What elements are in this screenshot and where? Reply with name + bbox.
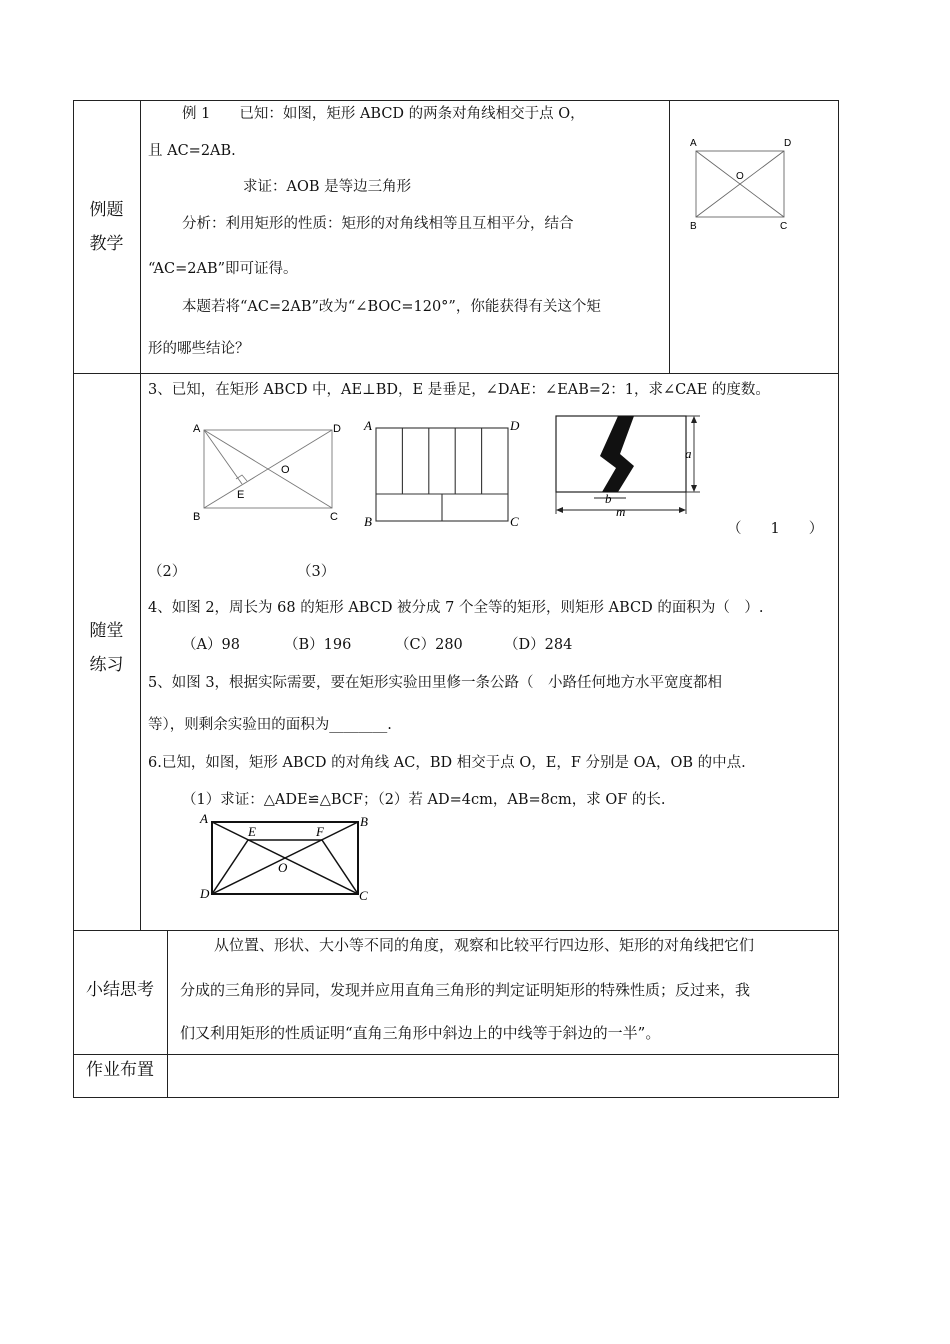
fig4-label-b: B <box>360 814 368 829</box>
fig4-label-f: F <box>316 824 324 839</box>
fig-ex-label-o: O <box>736 171 744 182</box>
fig1-label-o: O <box>281 464 290 476</box>
fig3-label-a: a <box>685 446 692 461</box>
example-label-line1: 例题 <box>89 200 124 220</box>
example-line-2: 且 AC=2AB. <box>148 143 236 159</box>
fig1-label-d: D <box>333 423 341 435</box>
example-line-4: 分析：利用矩形的性质：矩形的对角线相等且互相平分，结合 <box>182 216 574 232</box>
homework-label: 作业布置 <box>86 1060 154 1080</box>
fig-ex-label-d: D <box>784 138 792 149</box>
fig3-label-b: b <box>605 491 612 506</box>
q4-option-d: （D）284 <box>504 637 573 653</box>
question-4: 4、如图 2，周长为 68 的矩形 ABCD 被分成 7 个全等的矩形，则矩形 ABCD 的面积为（ ）. <box>148 600 764 616</box>
practice-label-line1: 随堂 <box>89 621 124 641</box>
fig2-label-a: A <box>364 418 372 433</box>
fig2-label-b: B <box>364 514 372 529</box>
example-rectangle-figure <box>684 132 804 232</box>
homework-content-cell[interactable] <box>169 1056 837 1096</box>
q5-text: 等），则剩余实验田的面积为 <box>148 717 330 733</box>
figure-1-caption: （ 1 ） <box>727 521 824 537</box>
fig1-label-b: B <box>193 511 201 523</box>
summary-line-2: 分成的三角形的异同，发现并应用直角三角形的判定证明矩形的特殊性质；反过来，我 <box>180 981 751 999</box>
col-divider-bottom <box>167 930 168 1098</box>
fig3-label-m: m <box>616 504 626 519</box>
example-line-7: 形的哪些结论？ <box>148 341 250 357</box>
example-line-3: 求证：AOB 是等边三角形 <box>243 179 412 195</box>
fig1-label-a: A <box>193 423 201 435</box>
fig-ex-label-a: A <box>690 138 697 149</box>
col-divider-figure <box>669 100 670 373</box>
fig4-label-o: O <box>278 860 288 875</box>
question-6-line-1: 6.已知，如图，矩形 ABCD 的对角线 AC，BD 相交于点 O，E，F 分别是 OA，OB 的中点. <box>148 755 746 771</box>
example-label <box>73 193 140 261</box>
summary-label: 小结思考 <box>86 980 154 1000</box>
figure-3-field-with-road <box>548 410 713 520</box>
example-label-line2: 教学 <box>89 234 124 254</box>
summary-line-3: 们又利用矩形的性质证明“直角三角形中斜边上的中线等于斜边的一半”。 <box>180 1024 661 1042</box>
figure-1-rectangle-altitude <box>190 418 350 526</box>
question-5-line-2 <box>148 715 392 735</box>
fig4-label-c: C <box>359 888 368 903</box>
figure-4-rectangle-midpoints <box>196 810 378 906</box>
fig1-label-e: E <box>237 489 245 501</box>
fig4-label-d: D <box>200 886 210 901</box>
col-divider-top <box>140 100 141 930</box>
summary-line-1: 从位置、形状、大小等不同的角度，观察和比较平行四边形、矩形的对角线把它们 <box>214 936 755 954</box>
fig2-label-d: D <box>510 418 520 433</box>
row-divider-2 <box>73 930 839 931</box>
figure-2-caption: （2） <box>148 564 187 580</box>
row-divider-3 <box>73 1054 839 1055</box>
fig1-label-c: C <box>330 511 338 523</box>
fig4-label-e: E <box>248 824 256 839</box>
example-line-1: 例 1 已知：如图，矩形 ABCD 的两条对角线相交于点 O， <box>182 106 585 122</box>
practice-label <box>73 614 140 682</box>
example-line-6: 本题若将“AC=2AB”改为“∠BOC=120°”，你能获得有关这个矩 <box>182 299 601 315</box>
q4-option-c: （C）280 <box>395 637 463 653</box>
figure-3-caption: （3） <box>297 564 336 580</box>
question-5-line-1: 5、如图 3，根据实际需要，要在矩形实验田里修一条公路（ 小路任何地方水平宽度都相 <box>148 675 723 691</box>
question-4-options <box>182 635 622 655</box>
fig-ex-label-c: C <box>780 221 788 232</box>
q5-period: . <box>387 717 392 733</box>
example-line-5: “AC=2AB”即可证得。 <box>148 261 298 277</box>
practice-label-line2: 练习 <box>89 655 124 675</box>
figure-2-seven-rectangles <box>360 416 528 532</box>
fig-ex-label-b: B <box>690 221 697 232</box>
fig2-label-c: C <box>510 514 519 529</box>
q5-answer-blank: ________ <box>329 717 388 733</box>
fig4-label-a: A <box>200 811 208 826</box>
row-divider-1 <box>73 373 839 374</box>
question-3: 3、已知，在矩形 ABCD 中，AE⊥BD，E 是垂足，∠DAE：∠EAB=2：1，求∠CAE 的度数。 <box>148 382 770 398</box>
q4-option-b: （B）196 <box>284 637 352 653</box>
question-6-line-2: （1）求证：△ADE≌△BCF；（2）若 AD=4cm，AB=8cm，求 OF 的长. <box>182 792 666 808</box>
q4-option-a: （A）98 <box>182 637 240 653</box>
